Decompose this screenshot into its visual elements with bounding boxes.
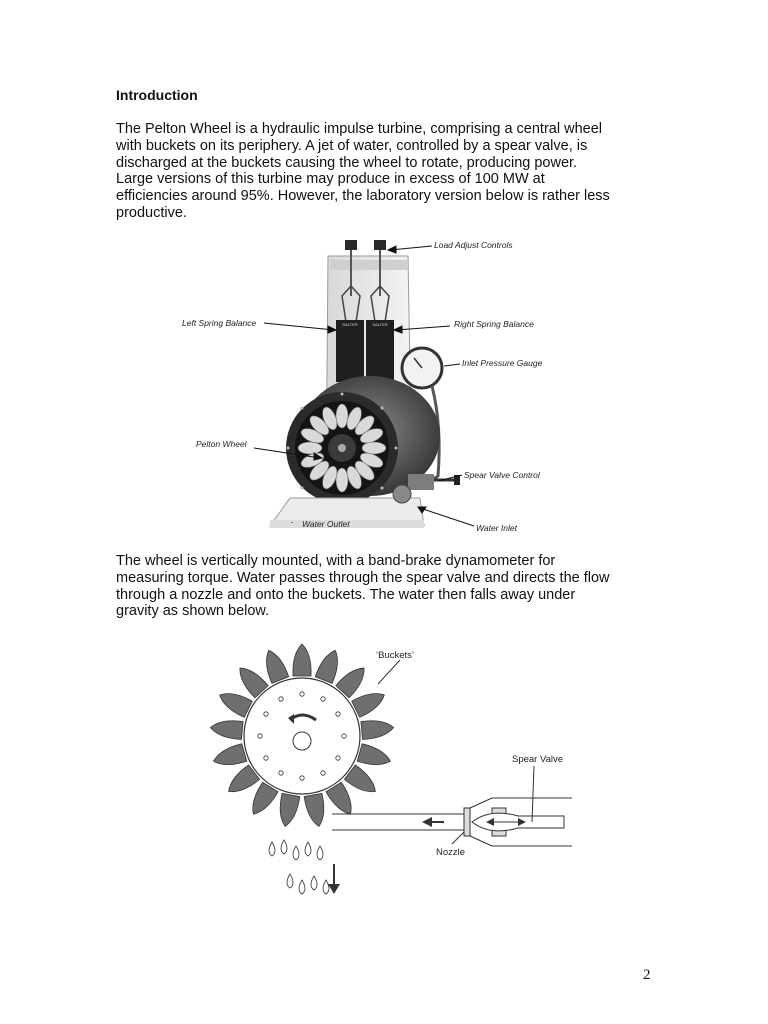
label-nozzle: Nozzle bbox=[436, 847, 466, 858]
label-load-adjust-controls: Load Adjust Controls bbox=[434, 240, 513, 250]
text-line: efficiencies around 95%. However, the laboratory version below is rather less bbox=[116, 188, 610, 205]
label-right-spring-balance: Right Spring Balance bbox=[454, 319, 534, 329]
balance-brand-right: SALTER bbox=[372, 322, 388, 327]
label-spear-valve: Spear Valve bbox=[512, 754, 564, 765]
label-water-inlet: Water Inlet bbox=[476, 523, 517, 533]
pelton-schematic bbox=[172, 636, 592, 922]
label-water-outlet: Water Outlet bbox=[302, 519, 350, 529]
page-number: 2 bbox=[643, 967, 651, 983]
text-line: gravity as shown below. bbox=[116, 603, 270, 620]
text-line: Large versions of this turbine may produce in excess of 100 MW at bbox=[116, 171, 545, 188]
apparatus-illustration bbox=[120, 226, 568, 544]
label-buckets: ‘Buckets’ bbox=[376, 650, 415, 661]
text-line: through a nozzle and onto the buckets. The water then falls away under bbox=[116, 586, 576, 603]
text-line: discharged at the buckets causing the wheel to rotate, producing power. bbox=[116, 154, 578, 171]
text-line: with buckets on its periphery. A jet of water, controlled by a spear valve, is bbox=[116, 137, 588, 154]
text-line: The Pelton Wheel is a hydraulic impulse turbine, comprising a central wheel bbox=[116, 121, 602, 137]
schematic-figure bbox=[172, 636, 592, 922]
text-line: The wheel is vertically mounted, with a band-brake dynamometer for bbox=[116, 553, 556, 569]
intro-paragraph bbox=[116, 121, 656, 222]
text-line: productive. bbox=[116, 204, 187, 221]
apparatus-figure bbox=[120, 226, 568, 544]
label-pelton-wheel: Pelton Wheel bbox=[196, 439, 247, 449]
label-spear-valve-control: Spear Valve Control bbox=[464, 470, 540, 480]
balance-brand-left: SALTER bbox=[342, 322, 358, 327]
second-paragraph bbox=[116, 553, 656, 620]
label-left-spring-balance: Left Spring Balance bbox=[182, 318, 257, 328]
section-heading: Introduction bbox=[116, 87, 198, 103]
label-inlet-pressure-gauge: Inlet Pressure Gauge bbox=[462, 358, 543, 368]
text-line: measuring torque. Water passes through the spear valve and directs the flow bbox=[116, 569, 610, 586]
